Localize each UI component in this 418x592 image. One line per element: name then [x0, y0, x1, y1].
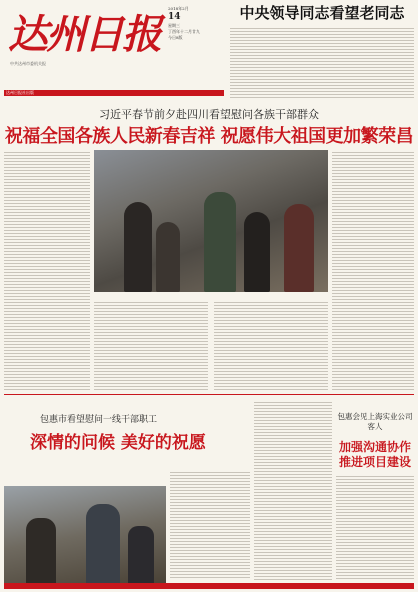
sec2-kicker: 包惠市看望慰问一线干部职工 [40, 415, 158, 425]
masthead-bar-text: 达州日报社出版 [6, 90, 34, 95]
side-article-text [230, 26, 414, 100]
masthead-subtitle: 中共达州市委机关报 [10, 61, 46, 66]
date-line: 2018年2月 [168, 6, 189, 11]
main-photo [94, 150, 328, 292]
masthead-bar [4, 90, 224, 96]
date-lunar: 丁酉年十二月廿九 [168, 29, 200, 34]
footer-bar [4, 583, 414, 589]
date-weekday: 星期三 [168, 23, 180, 28]
date-day: 14 [168, 12, 181, 22]
sec3-kicker: 包惠会见上海实业公司客人 [337, 412, 413, 431]
main-article-col1 [4, 150, 90, 390]
main-kicker: 习近平春节前夕赴四川看望慰问各族干部群众 [99, 108, 319, 121]
masthead [4, 3, 164, 83]
sec2-headline: 深情的问候 美好的祝愿 [30, 433, 206, 453]
main-headline: 祝福全国各族人民新春吉祥 祝愿伟大祖国更加繁荣昌 [4, 126, 414, 147]
date-box [168, 6, 224, 82]
sec3-headline: 加强沟通协作 推进项目建设 [338, 440, 411, 469]
main-photo-caption [94, 293, 328, 297]
masthead-title: 达州日报 [8, 11, 160, 58]
section-divider [4, 394, 414, 395]
sec2-photo [4, 486, 166, 584]
sec2-article-col2 [254, 400, 332, 580]
main-article-col2 [94, 300, 208, 390]
main-article-col4 [332, 150, 414, 390]
side-headline: 中央领导同志看望老同志 [239, 4, 405, 22]
sec2-article-col1 [170, 470, 250, 580]
issue-pages: 今日8版 [168, 35, 183, 40]
main-article-col3 [214, 300, 328, 390]
sec3-article-text [336, 474, 414, 580]
